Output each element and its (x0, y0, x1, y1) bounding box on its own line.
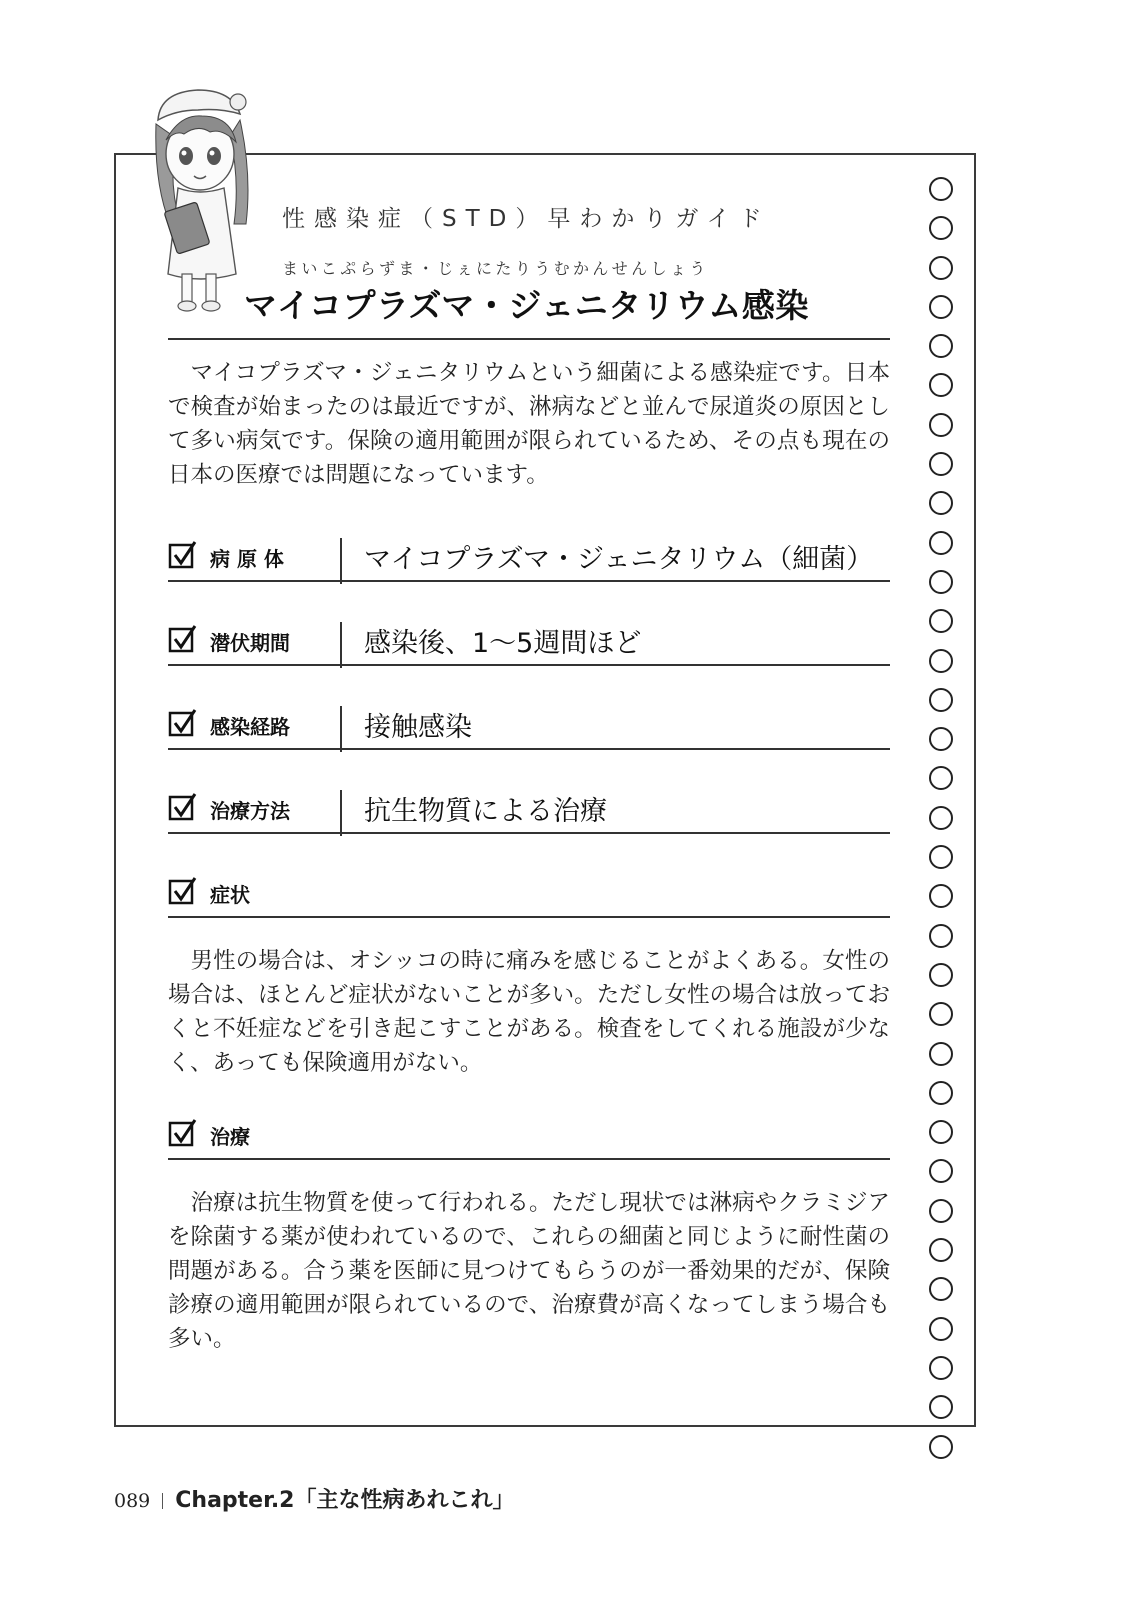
treatment-heading: 治療 (210, 1125, 250, 1149)
row-rule (168, 748, 890, 750)
fact-value: 感染後、1〜5週間ほど (364, 628, 642, 659)
binder-ring (929, 727, 953, 751)
title-rule (168, 338, 890, 340)
row-divider (340, 538, 342, 584)
symptoms-paragraph (168, 944, 890, 1080)
row-divider (340, 790, 342, 836)
binder-ring (929, 1277, 953, 1301)
binder-ring (929, 531, 953, 555)
binder-ring (929, 216, 953, 240)
row-rule (168, 580, 890, 582)
binder-ring (929, 452, 953, 476)
binder-ring (929, 413, 953, 437)
binder-ring (929, 256, 953, 280)
treatment-paragraph (168, 1186, 890, 1356)
checkbox-checked-icon (168, 708, 198, 738)
guide-title: 性感染症（STD）早わかりガイド (282, 206, 771, 232)
intro-paragraph (168, 356, 890, 492)
checkbox-checked-icon (168, 624, 198, 654)
symptoms-heading: 症状 (210, 883, 250, 907)
binder-ring (929, 1081, 953, 1105)
chapter-title: Chapter.2「主な性病あれこれ」 (175, 1488, 515, 1513)
binder-ring (929, 1120, 953, 1144)
checkbox-checked-icon (168, 1118, 198, 1148)
symptoms-text: 男性の場合は、オシッコの時に痛みを感じることがよくある。女性の場合は、ほとんど症状がないことが多い。ただし女性の場合は放っておくと不妊症などを引き起こすことがある。検査をしてくれる施設が少なく、あっても保険適用がない。 (168, 948, 890, 1076)
binder-rings (929, 177, 957, 1474)
binder-ring (929, 1238, 953, 1262)
binder-ring (929, 766, 953, 790)
binder-ring (929, 177, 953, 201)
page-number: 089 (114, 1490, 151, 1512)
binder-ring (929, 570, 953, 594)
fact-value: 抗生物質による治療 (364, 796, 607, 827)
fact-label: 潜伏期間 (210, 631, 290, 655)
row-rule (168, 664, 890, 666)
binder-ring (929, 884, 953, 908)
checkbox-checked-icon (168, 792, 198, 822)
main-title: マイコプラズマ・ジェニタリウム感染 (244, 286, 809, 325)
row-divider (340, 706, 342, 752)
binder-ring (929, 1435, 953, 1459)
fact-value: 接触感染 (364, 712, 472, 743)
row-divider (340, 622, 342, 668)
binder-ring (929, 1002, 953, 1026)
checkbox-checked-icon (168, 876, 198, 906)
binder-ring (929, 649, 953, 673)
binder-ring (929, 1159, 953, 1183)
fact-label: 感染経路 (210, 715, 290, 739)
treatment-text: 治療は抗生物質を使って行われる。ただし現状では淋病やクラミジアを除菌する薬が使われているので、これらの細菌と同じように耐性菌の問題がある。合う薬を医師に見つけてもらうのが一番効果的だが、保険診療の適用範囲が限られているので、治療費が高くなってしまう場合も多い。 (168, 1190, 890, 1352)
binder-ring (929, 1317, 953, 1341)
section-rule (168, 1158, 890, 1160)
binder-ring (929, 1395, 953, 1419)
fact-value: マイコプラズマ・ジェニタリウム（細菌） (364, 544, 874, 575)
section-rule (168, 916, 890, 918)
binder-ring (929, 609, 953, 633)
binder-ring (929, 1356, 953, 1380)
binder-ring (929, 845, 953, 869)
checkbox-checked-icon (168, 540, 198, 570)
fact-label: 治療方法 (210, 799, 290, 823)
binder-ring (929, 491, 953, 515)
binder-ring (929, 1042, 953, 1066)
binder-ring (929, 924, 953, 948)
row-rule (168, 832, 890, 834)
intro-text: マイコプラズマ・ジェニタリウムという細菌による感染症です。日本で検査が始まったのは最近ですが、淋病などと並んで尿道炎の原因として多い病気です。保険の適用範囲が限られているため、その点も現在の日本の医療では問題になっています。 (168, 360, 890, 488)
binder-ring (929, 373, 953, 397)
binder-ring (929, 963, 953, 987)
binder-ring (929, 334, 953, 358)
fact-label: 病 原 体 (210, 547, 284, 571)
binder-ring (929, 295, 953, 319)
page-footer (114, 1483, 514, 1514)
title-ruby: まいこぷらずま・じぇにたりうむかんせんしょう (282, 259, 709, 278)
nurse-mascot-illustration (140, 84, 260, 314)
binder-ring (929, 1199, 953, 1223)
binder-ring (929, 688, 953, 712)
footer-separator (162, 1493, 163, 1509)
binder-ring (929, 806, 953, 830)
